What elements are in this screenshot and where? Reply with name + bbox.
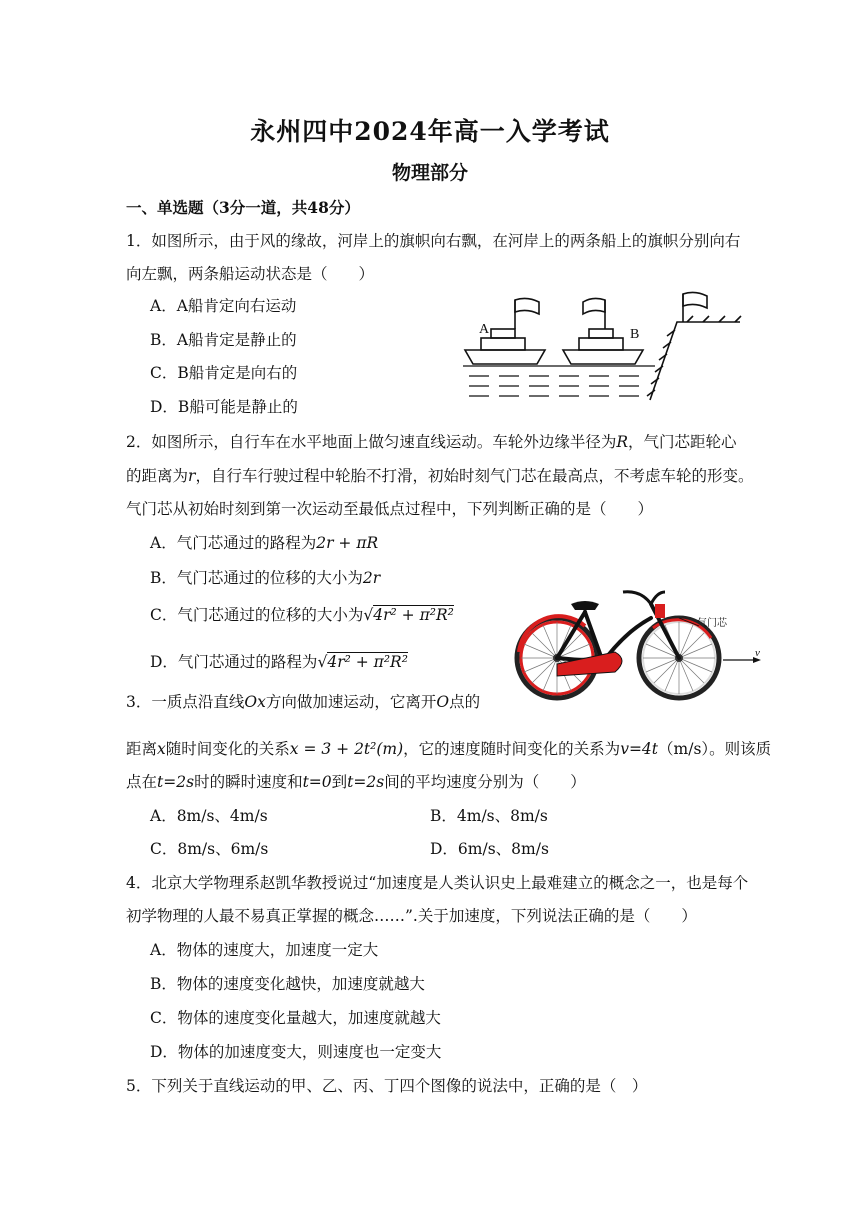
q3-equation: x = 3 + 2t²(m)	[289, 740, 404, 758]
section-heading: 一、单选题（3分一道，共48分）	[126, 198, 360, 217]
q2-option-b-math: 2r	[362, 569, 381, 587]
boat-b-label: B	[630, 327, 640, 342]
q2-text: 的距离为	[126, 467, 189, 485]
q2-option-c	[150, 603, 454, 625]
q1-option-b: B．A船肯定是静止的	[150, 331, 297, 349]
q5-stem-line1: 5．下列关于直线运动的甲、乙、丙、丁四个图像的说法中，正确的是（ ）	[126, 1077, 648, 1095]
chain-guard	[557, 652, 622, 676]
q2-option-d	[150, 650, 408, 672]
q2-text: ，自行车行驶过程中轮胎不打滑，初始时刻气门芯在最高点，不考虑车轮的形变。	[195, 467, 754, 485]
q1-option-d: D．B船可能是静止的	[150, 398, 298, 416]
q3-text: 方向做加速运动，它离开	[265, 693, 437, 711]
q3-option-d: D．6m/s、8m/s	[430, 840, 549, 858]
bicycle-figure	[505, 582, 765, 710]
q3-option-b: B．4m/s、8m/s	[430, 807, 548, 825]
q3-text: 随时间变化的关系	[165, 740, 290, 758]
q2-option-c-math: 4r² + π²R²	[373, 606, 454, 624]
q2-var-r-outer: R	[616, 433, 629, 451]
velocity-label: v	[755, 647, 760, 659]
q2-stem-line2	[126, 464, 753, 486]
bike-seat	[571, 601, 599, 610]
q2-option-b-text: B．气门芯通过的位移的大小为	[150, 569, 363, 587]
q3-text: 到	[331, 773, 348, 791]
q3-var: t=2s	[347, 773, 385, 791]
q4-option-d: D．物体的加速度变大，则速度也一定变大	[150, 1043, 442, 1061]
boats-figure	[455, 290, 745, 405]
q3-text: 点的	[449, 693, 481, 711]
q2-option-a-text: A．气门芯通过的路程为	[150, 534, 317, 552]
q2-text: 2．如图所示，自行车在水平地面上做匀速直线运动。车轮外边缘半径为	[126, 433, 617, 451]
q3-option-c: C．8m/s、6m/s	[150, 840, 269, 858]
q3-text: 点在	[126, 773, 158, 791]
q3-option-a: A．8m/s、4m/s	[150, 807, 268, 825]
q3-text: 3．一质点沿直线	[126, 693, 245, 711]
boat-a	[465, 298, 545, 364]
q1-stem-line2: 向左飘，两条船运动状态是（ ）	[126, 265, 375, 283]
water	[463, 366, 655, 396]
bank-flag	[683, 292, 707, 322]
q2-option-a-math: 2r + πR	[316, 534, 379, 552]
q3-var: v=4t	[620, 740, 659, 758]
page-title: 永州四中2024年高一入学考试	[250, 117, 610, 146]
q2-option-d-text: D．气门芯通过的路程为	[150, 653, 318, 671]
q4-stem-line1: 4．北京大学物理系赵凯华教授说过“加速度是人类认识史上最难建立的概念之一，也是每个	[126, 874, 749, 892]
valve-label: 气门芯	[697, 618, 727, 629]
q3-text: （m/s）。则该质	[658, 740, 772, 758]
q2-stem-line1	[126, 430, 737, 452]
river-bank	[647, 316, 741, 400]
q3-stem-line3	[126, 770, 586, 792]
q3-stem-line1	[126, 690, 480, 712]
q3-text: 间的平均速度分别为（ ）	[384, 773, 586, 791]
q3-var: t=0	[302, 773, 332, 791]
q2-option-b	[150, 566, 380, 588]
q3-var: O	[436, 693, 450, 711]
handlebar	[623, 592, 665, 604]
boat-a-label: A	[479, 322, 490, 337]
q3-var: x	[157, 740, 166, 758]
q2-var-r-inner: r	[188, 467, 196, 485]
q4-option-a: A．物体的速度大，加速度一定大	[150, 941, 379, 959]
q1-option-a: A．A船肯定向右运动	[150, 297, 297, 315]
sqrt-sign: √	[317, 653, 328, 671]
q3-var: Ox	[244, 693, 266, 711]
q3-var: t=2s	[157, 773, 195, 791]
q4-option-b: B．物体的速度变化越快，加速度就越大	[150, 975, 425, 993]
q1-option-c: C．B船肯定是向右的	[150, 364, 298, 382]
q3-text: 时的瞬时速度和	[194, 773, 303, 791]
page-subtitle: 物理部分	[391, 162, 468, 184]
q3-stem-line2	[126, 737, 771, 759]
q2-stem-line3: 气门芯从初始时刻到第一次运动至最低点过程中，下列判断正确的是（ ）	[126, 500, 654, 518]
q4-option-c: C．物体的速度变化量越大，加速度就越大	[150, 1009, 441, 1027]
q3-text: 距离	[126, 740, 158, 758]
q2-option-d-math: 4r² + π²R²	[327, 653, 408, 671]
sqrt-sign: √	[363, 606, 374, 624]
q2-option-c-text: C．气门芯通过的位移的大小为	[150, 606, 364, 624]
q4-stem-line2: 初学物理的人最不易真正掌握的概念……”.关于加速度，下列说法正确的是（ ）	[126, 907, 697, 925]
q3-text: ，它的速度随时间变化的关系为	[403, 740, 621, 758]
q2-option-a	[150, 531, 378, 553]
q2-text: ，气门芯距轮心	[628, 433, 737, 451]
q1-stem-line1: 1．如图所示，由于风的缘故，河岸上的旗帜向右飘，在河岸上的两条船上的旗帜分别向右	[126, 232, 741, 250]
